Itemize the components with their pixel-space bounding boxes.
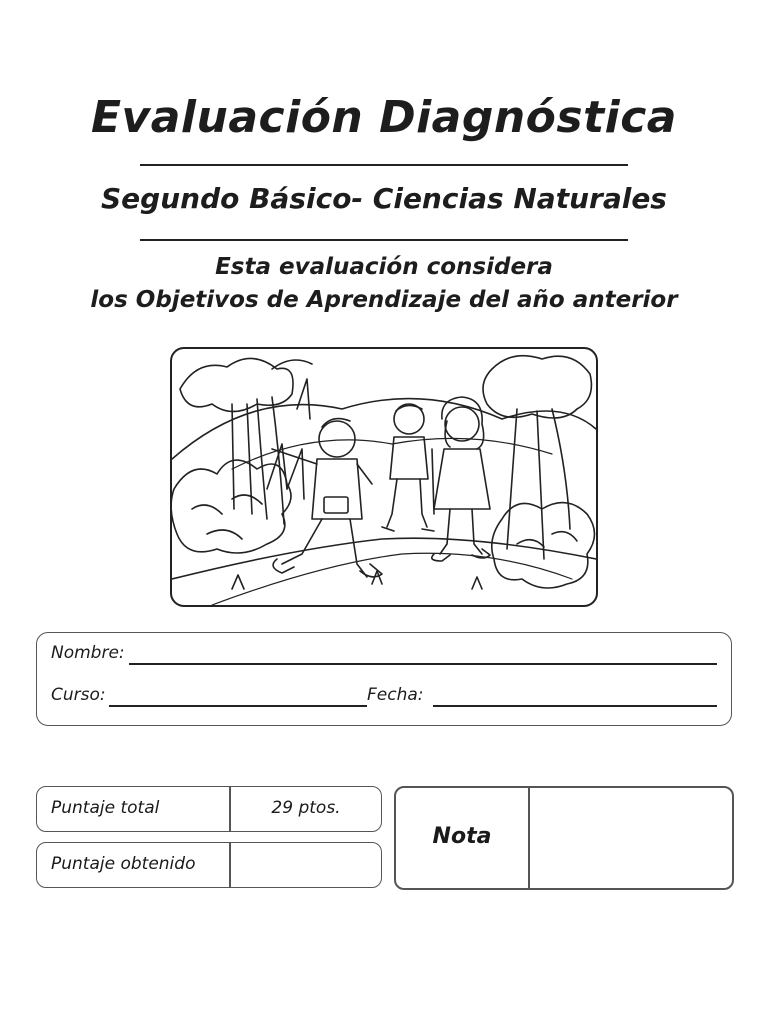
obtained-score-label: Puntaje obtenido (51, 854, 196, 874)
obtained-score-row (36, 842, 382, 888)
forest-children-illustration (170, 347, 598, 607)
course-field[interactable] (109, 705, 367, 707)
title-rule (140, 164, 628, 166)
grade-divider (528, 788, 530, 888)
description-line-1: Esta evaluación considera (215, 254, 553, 280)
page-subtitle: Segundo Básico- Ciencias Naturales (101, 182, 667, 215)
date-field[interactable] (433, 705, 717, 707)
date-label: Fecha: (367, 685, 424, 705)
total-score-value: 29 ptos. (271, 798, 341, 818)
page-title: Evaluación Diagnóstica (91, 92, 677, 143)
subtitle-rule (140, 239, 628, 241)
name-field[interactable] (129, 663, 717, 665)
name-label: Nombre: (51, 643, 125, 663)
course-label: Curso: (51, 685, 106, 705)
student-info-box (36, 632, 732, 726)
description-line-2: los Objetivos de Aprendizaje del año anterior (90, 287, 678, 313)
grade-label: Nota (432, 824, 492, 849)
total-score-label: Puntaje total (51, 798, 160, 818)
evaluation-description (0, 251, 768, 317)
grade-box (394, 786, 734, 890)
obtained-score-divider (229, 843, 231, 887)
total-score-row (36, 786, 382, 832)
